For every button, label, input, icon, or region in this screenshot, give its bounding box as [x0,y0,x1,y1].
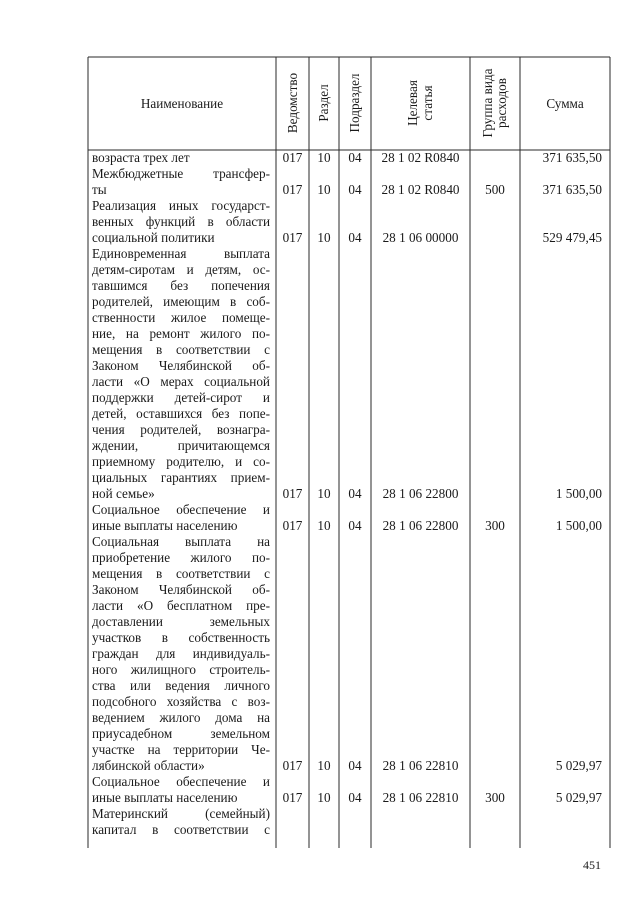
name-line: социальной политики [92,230,215,245]
cell-podrazdel: 04 [348,486,362,501]
name-line: Социальное обеспечение и [92,502,270,517]
table-row-name [92,534,270,774]
name-line: детям-сиротам и детям, ос- [92,262,270,277]
name-line: ства или ведения личного [92,678,270,693]
cell-vedomstvo: 017 [282,758,303,773]
name-line: иные выплаты населению [92,790,238,805]
cell-celevaya: 28 1 06 00000 [382,230,459,245]
name-line: приемному родителю, и со- [92,454,270,469]
table-row-name [92,166,270,198]
cell-celevaya: 28 1 06 22810 [382,758,459,773]
cell-razdel: 10 [317,150,331,165]
name-line: ждении, причитающемся [92,438,270,453]
table-row-name [92,198,270,246]
cell-summa: 371 635,50 [542,150,602,165]
name-line: Социальное обеспечение и [92,774,270,789]
name-line: венных функций в области [92,214,270,229]
table-row-name [92,806,270,838]
name-line: тавшимся без попечения [92,278,270,293]
name-line: Социальная выплата на [92,534,270,549]
cell-celevaya: 28 1 02 R0840 [381,150,460,165]
cell-razdel: 10 [317,230,331,245]
header-razdel: Раздел [316,84,331,122]
cell-vedomstvo: 017 [282,486,303,501]
cell-gruppa: 300 [485,518,505,533]
name-line: возраста трех лет [92,150,190,165]
name-line: родителей, имеющим в соб- [92,294,270,309]
header-podrazdel: Подраздел [347,73,362,133]
name-line: участков в собственность [92,630,270,645]
name-line: граждан для индивидуаль- [92,646,270,661]
table-row-name [92,502,270,534]
name-line: ного жилищного строитель- [92,662,270,677]
cell-razdel: 10 [317,182,331,197]
header-celevaya-2: статья [420,85,435,121]
cell-celevaya: 28 1 06 22810 [382,790,459,805]
name-line: детей, оставшихся без попе- [92,406,270,421]
cell-celevaya: 28 1 06 22800 [382,518,459,533]
name-line: ведением жилого дома на [92,710,270,725]
name-line: Реализация иных государст- [92,198,270,213]
header-gruppa-2: расходов [494,78,509,128]
name-line: иные выплаты населению [92,518,238,533]
cell-razdel: 10 [317,790,331,805]
name-line: поддержки детей-сирот и [92,390,270,405]
name-line: Единовременная выплата [92,246,270,261]
cell-vedomstvo: 017 [282,182,303,197]
header-celevaya-1: Целевая [405,80,420,126]
name-line: доставлении земельных [92,614,270,629]
name-line: ние, на ремонт жилого по- [92,326,270,341]
name-line: ственности жилое помеще- [92,310,270,325]
cell-summa: 1 500,00 [555,486,602,501]
table-row-name [92,150,270,166]
cell-summa: 529 479,45 [542,230,602,245]
name-line: чения родителей, вознагра- [92,422,270,437]
name-line: подсобного хозяйства с воз- [92,694,270,709]
cell-razdel: 10 [317,486,331,501]
cell-vedomstvo: 017 [282,150,303,165]
cell-vedomstvo: 017 [282,518,303,533]
cell-celevaya: 28 1 02 R0840 [381,182,460,197]
cell-podrazdel: 04 [348,150,362,165]
name-line: Межбюджетные трансфер- [92,166,270,181]
name-line: мещения в соответствии с [92,566,270,581]
header-name: Наименование [140,96,224,111]
cell-razdel: 10 [317,518,331,533]
table-row-name [92,774,270,806]
name-line: приобретение жилого по- [92,550,270,565]
cell-celevaya: 28 1 06 22800 [382,486,459,501]
name-line: лябинской области» [92,758,205,773]
name-line: участке на территории Че- [92,742,270,757]
header-gruppa-1: Группа вида [480,68,495,138]
cell-summa: 5 029,97 [555,758,602,773]
name-line: ной семье» [92,486,155,501]
cell-podrazdel: 04 [348,758,362,773]
name-line: капитал в соответствии с [92,822,270,837]
name-line: циальных гарантиях прием- [92,470,270,485]
page-number: 451 [583,858,601,872]
name-line: ласти «О бесплатном пре- [92,598,270,613]
cell-podrazdel: 04 [348,518,362,533]
table-row-name [92,246,270,502]
cell-vedomstvo: 017 [282,790,303,805]
header-vedomstvo: Ведомство [285,72,300,134]
cell-gruppa: 500 [485,182,505,197]
cell-summa: 5 029,97 [555,790,602,805]
name-line: приусадебном земельном [92,726,270,741]
cell-podrazdel: 04 [348,790,362,805]
name-line: ласти «О мерах социальной [92,374,270,389]
name-line: Материнский (семейный) [92,806,270,821]
cell-podrazdel: 04 [348,182,362,197]
cell-gruppa: 300 [485,790,505,805]
cell-summa: 1 500,00 [555,518,602,533]
header-summa: Сумма [546,96,584,111]
name-line: Законом Челябинской об- [92,582,270,597]
name-line: мещения в соответствии с [92,342,270,357]
name-line: Законом Челябинской об- [92,358,270,373]
cell-razdel: 10 [317,758,331,773]
cell-vedomstvo: 017 [282,230,303,245]
name-line: ты [92,182,107,197]
cell-summa: 371 635,50 [542,182,602,197]
cell-podrazdel: 04 [348,230,362,245]
